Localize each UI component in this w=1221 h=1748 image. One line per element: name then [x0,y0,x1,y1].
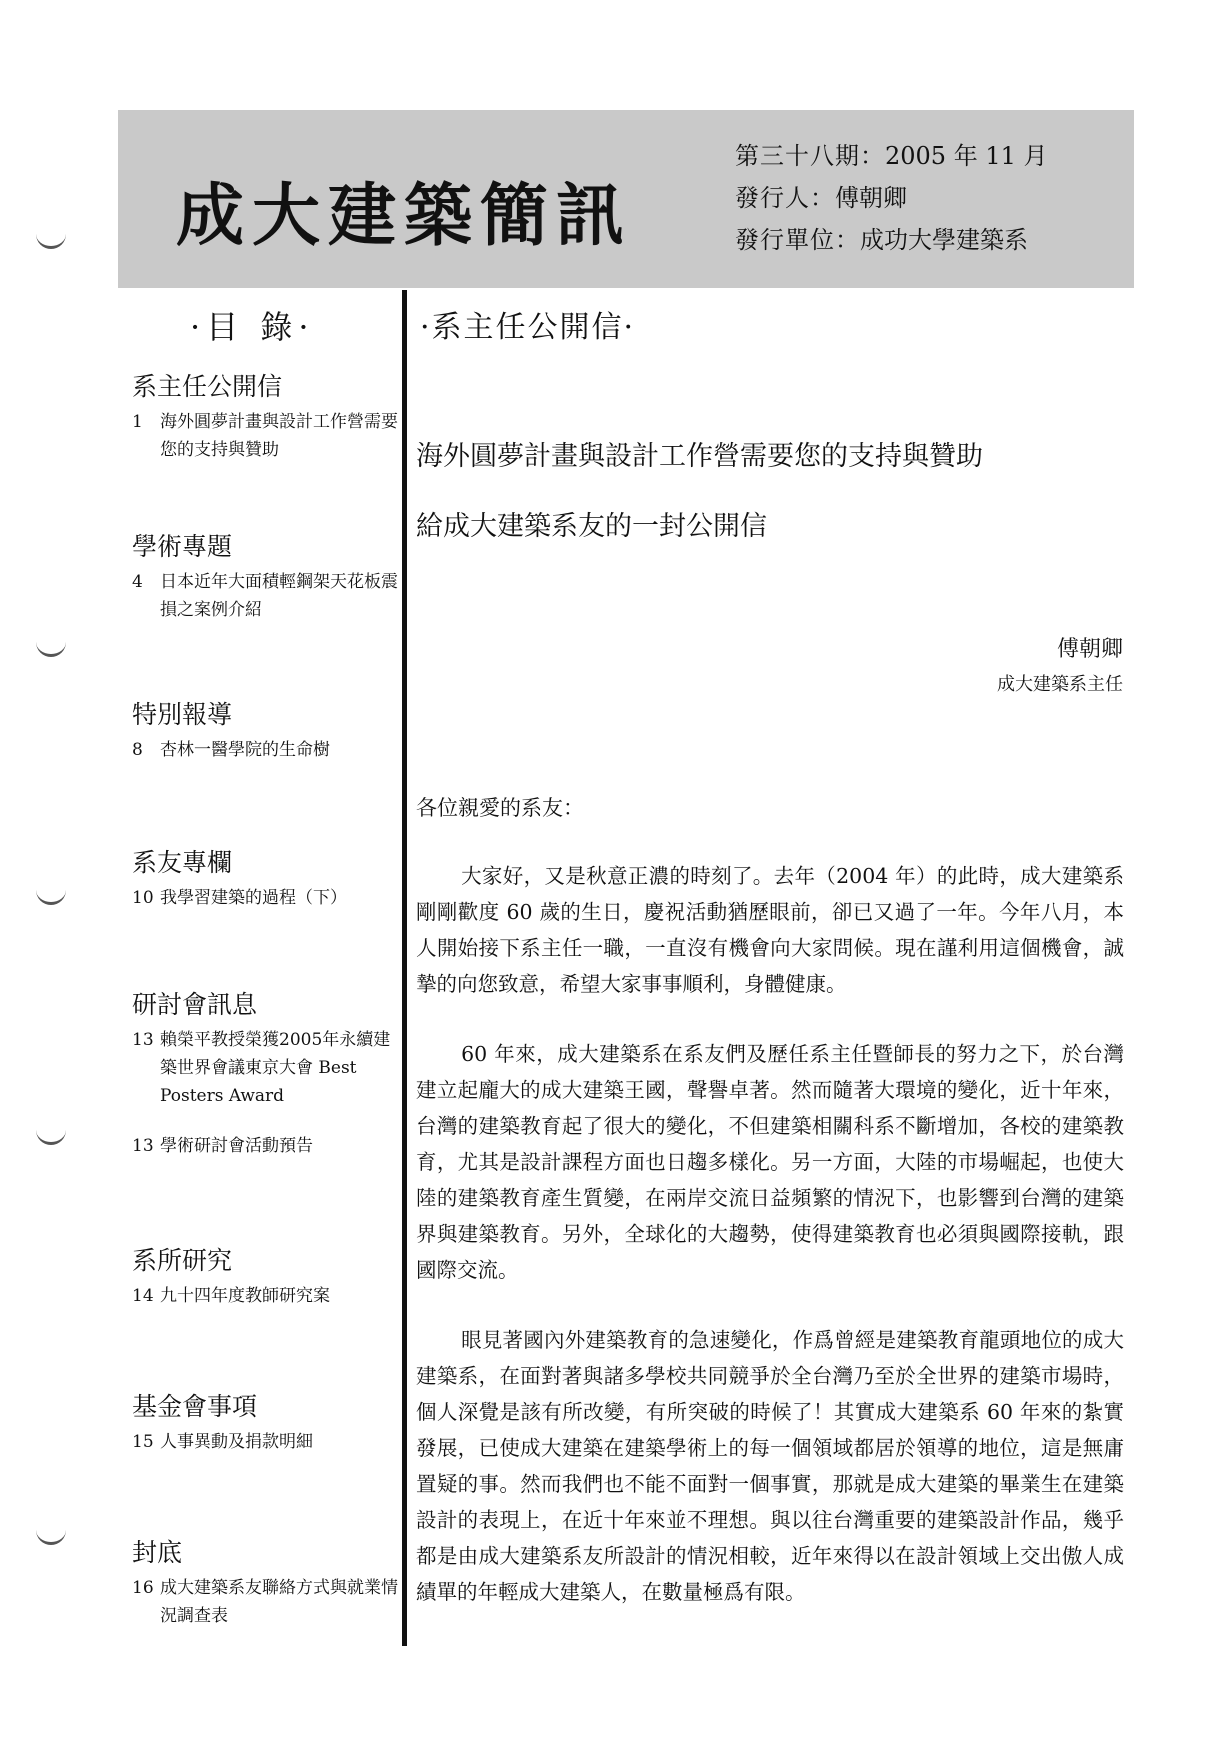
letter-paragraph: 大家好，又是秋意正濃的時刻了。去年（2004 年）的此時，成大建築系剛剛歡度 60 歲的生日，慶祝活動猶歷眼前，卻已又過了一年。今年八月，本人開始接下系主任一職，一直沒有機會向大家問候。現在謹利用這個機會，誠摯的向您致意，希望大家事事順利，身體健康。 [416,864,1124,996]
toc-section [132,1244,330,1310]
toc-entry-text: 九十四年度教師研究案 [160,1286,330,1306]
toc-entry-text: 賴榮平教授榮獲2005年永續建築世界會議東京大會 Best Posters Award [160,1030,391,1106]
unit-name: 成功大學建築系 [860,226,1028,254]
toc-section-title: 基金會事項 [132,1392,258,1421]
toc-section [132,988,400,1160]
toc-entry[interactable] [132,1428,313,1456]
masthead-title: 成大建築簡訊 [176,177,633,256]
toc-entry[interactable] [132,1574,400,1630]
toc-entry-text: 學術研討會活動預告 [160,1136,313,1156]
binder-hole [36,1528,66,1545]
column-divider [402,290,407,1646]
toc-section-title: 系友專欄 [132,848,233,877]
toc-section [132,698,330,764]
toc-section-title: 特別報導 [132,700,233,729]
publisher-name: 傅朝卿 [835,184,907,212]
toc-section [132,1536,400,1630]
issue-number-line [735,135,1125,177]
toc-section-title: 系主任公開信 [132,372,283,401]
toc-page-number: 16 [132,1578,154,1598]
issue-info [735,135,1125,261]
publisher-label: 發行人： [735,184,835,212]
toc-entry[interactable] [132,736,330,764]
toc-page-number: 14 [132,1286,154,1306]
author-role: 成大建築系主任 [997,674,1123,695]
letter-title: 海外圓夢計畫與設計工作營需要您的支持與贊助 [416,441,983,472]
binder-hole [36,888,66,905]
toc-page-number: 10 [132,888,154,908]
toc-section-title: 學術專題 [132,532,233,561]
binder-hole [36,232,66,249]
letter-paragraph: 60 年來，成大建築系在系友們及歷任系主任暨師長的努力之下，於台灣建立起龐大的成大建築王國，聲譽卓著。然而隨著大環境的變化，近十年來，台灣的建築教育起了很大的變化，不但建築相關科系不斷增加，各校的建築教育，尤其是設計課程方面也日趨多樣化。另一方面，大陸的市場崛起，也使大陸的建築教育產生質變，在兩岸交流日益頻繁的情況下，也影響到台灣的建築界與建築教育。另外，全球化的大趨勢，使得建築教育也必須與國際接軌，跟國際交流。 [416,1042,1124,1282]
toc-entry[interactable] [132,408,400,464]
issue-label: 第三十八期： [735,142,885,170]
toc-section [132,370,400,464]
toc-entry[interactable] [132,1132,400,1160]
letter-paragraph: 眼見著國內外建築教育的急速變化，作爲曾經是建築教育龍頭地位的成大建築系，在面對著與諸多學校共同競爭於全台灣乃至於全世界的建築市場時，個人深覺是該有所改變，有所突破的時候了！其實成大建築系 60 年來的紮實發展，已使成大建築在建築學術上的每一個領域都居於領導的地位，這是無庸置疑的事。然而我們也不能不面對一個事實，那就是成大建築的畢業生在建築設計的表現上，在近十年來並不理想。與以往台灣重要的建築設計作品，幾乎都是由成大建築系友所設計的情況相較，近年來得以在設計領域上交出傲人成績單的年輕成大建築人，在數量極爲有限。 [416,1328,1124,1604]
binder-hole [36,1128,66,1145]
toc-section-title: 系所研究 [132,1246,233,1275]
toc-entry-text: 杏林一醫學院的生命樹 [160,740,330,760]
toc-section [132,530,400,624]
unit-label: 發行單位： [735,226,860,254]
toc-page-number: 15 [132,1432,154,1452]
toc-entry[interactable] [132,884,347,912]
toc-page-number: 4 [132,572,143,592]
toc-entry[interactable] [132,1282,330,1310]
publisher-line [735,177,1125,219]
toc-page-number: 8 [132,740,143,760]
toc-section-title: 封底 [132,1538,183,1567]
author-name: 傅朝卿 [1056,637,1123,662]
toc-heading: ·目 錄· [190,308,315,346]
toc-entry-text: 日本近年大面積輕鋼架天花板震損之案例介紹 [160,572,398,620]
issue-date: 2005 年 11 月 [885,142,1048,170]
toc-entry-text: 人事異動及捐款明細 [160,1432,313,1452]
unit-line [735,219,1125,261]
salutation: 各位親愛的系友： [416,796,584,820]
toc-entry-text: 成大建築系友聯絡方式與就業情況調查表 [160,1578,398,1626]
toc-entry[interactable] [132,568,400,624]
letter-subtitle: 給成大建築系友的一封公開信 [416,511,767,542]
toc-section [132,846,347,912]
toc-page-number: 13 [132,1136,154,1156]
toc-entry-text: 海外圓夢計畫與設計工作營需要您的支持與贊助 [160,412,398,460]
letter-section-heading: ·系主任公開信· [420,310,636,345]
binder-hole [36,640,66,657]
toc-section [132,1390,313,1456]
toc-page-number: 1 [132,412,143,432]
toc-page-number: 13 [132,1030,154,1050]
toc-section-title: 研討會訊息 [132,990,258,1019]
toc-entry-text: 我學習建築的過程（下） [160,888,347,908]
toc-entry[interactable] [132,1026,400,1110]
